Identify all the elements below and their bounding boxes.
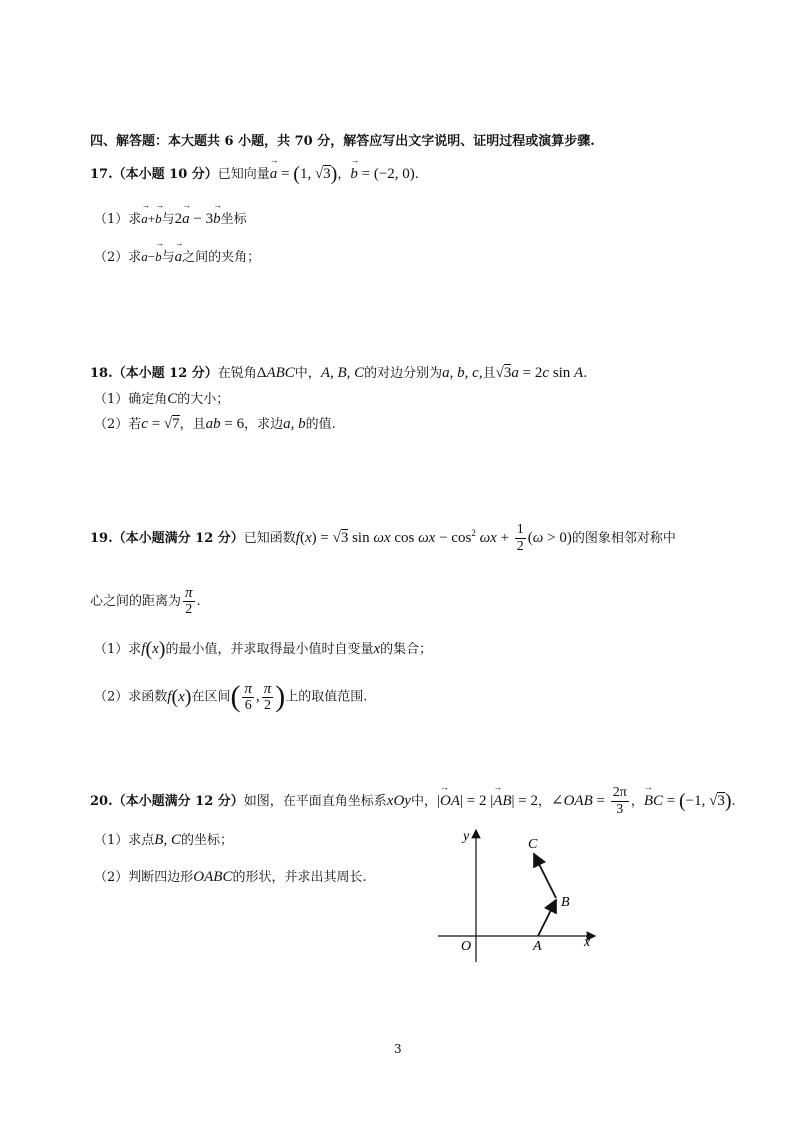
section-header: 四、解答题：本大题共 6 小题，共 70 分，解答应写出文字说明、证明过程或演算步骤. xyxy=(90,134,595,149)
question-18-stem: 18.（本小题 12 分）在锐角ΔABC中，A, B, C的对边分别为a, b, c,且√3a = 2c sin A. xyxy=(90,365,588,381)
question-18-part-2: （2）若c = √7，且ab = 6，求边a, b的值. xyxy=(94,416,336,432)
question-17-part-2: （2）求a−→ b与→ a之间的夹角； xyxy=(94,246,260,266)
label-C: C xyxy=(528,837,538,852)
label-O: O xyxy=(461,939,472,954)
label-x: x xyxy=(584,935,591,950)
question-17-stem: 17.（本小题 10 分）已知向量→ a = (1, √3)，→ b = (−2, 0). xyxy=(90,163,419,186)
q17-number: 17. xyxy=(90,167,113,182)
label-y: y xyxy=(463,829,470,844)
question-19-part-2: （2）求函数f(x)在区间( $\frac{\pi}{6}$ , $\frac{\pi}{2}$ )上的取值范围. xyxy=(94,680,368,713)
question-19-stem: 19.（本小题满分 12 分）已知函数f(x) = √3 sin ωx $\cos \omega x - \cos^2 \omega x$ + $\frac{1}{2}$ (ω > 0)的图象相邻对称中 xyxy=(90,522,676,554)
q17-vector-a: → a = (1, √3) xyxy=(270,166,338,182)
label-B: B xyxy=(561,895,570,910)
vector-ab xyxy=(538,900,556,936)
question-18-part-1: （1）确定角C的大小； xyxy=(94,391,230,407)
question-20-part-2: （2）判断四边形OABC的形状，并求出其周长. xyxy=(94,869,367,885)
q17-score: （本小题 10 分） xyxy=(112,167,218,182)
question-17-part-1: （1）求→ a+→ b与2→ a − 3→ b坐标 xyxy=(94,208,247,228)
label-A: A xyxy=(533,939,542,954)
question-19-part-1: （1）求f(x)的最小值，并求取得最小值时自变量x的集合； xyxy=(94,638,433,661)
q17-vector-b: → b = (−2, 0) xyxy=(350,166,414,182)
question-20-part-1: （1）求点B, C的坐标； xyxy=(94,832,233,848)
coordinate-figure xyxy=(430,822,610,970)
question-20-stem: 20.（本小题满分 12 分）如图，在平面直角坐标系xOy中，|→ OA| = 2 |→ AB| = 2，∠OAB = $\frac{2\pi}{3}$ ，→ BC = (−1, √3). xyxy=(90,785,736,818)
question-19-stem-line-2: 心之间的距离为 $\frac{\pi}{2}$ . xyxy=(90,585,201,617)
page-number: 3 xyxy=(394,1042,402,1056)
vector-bc xyxy=(534,854,556,898)
